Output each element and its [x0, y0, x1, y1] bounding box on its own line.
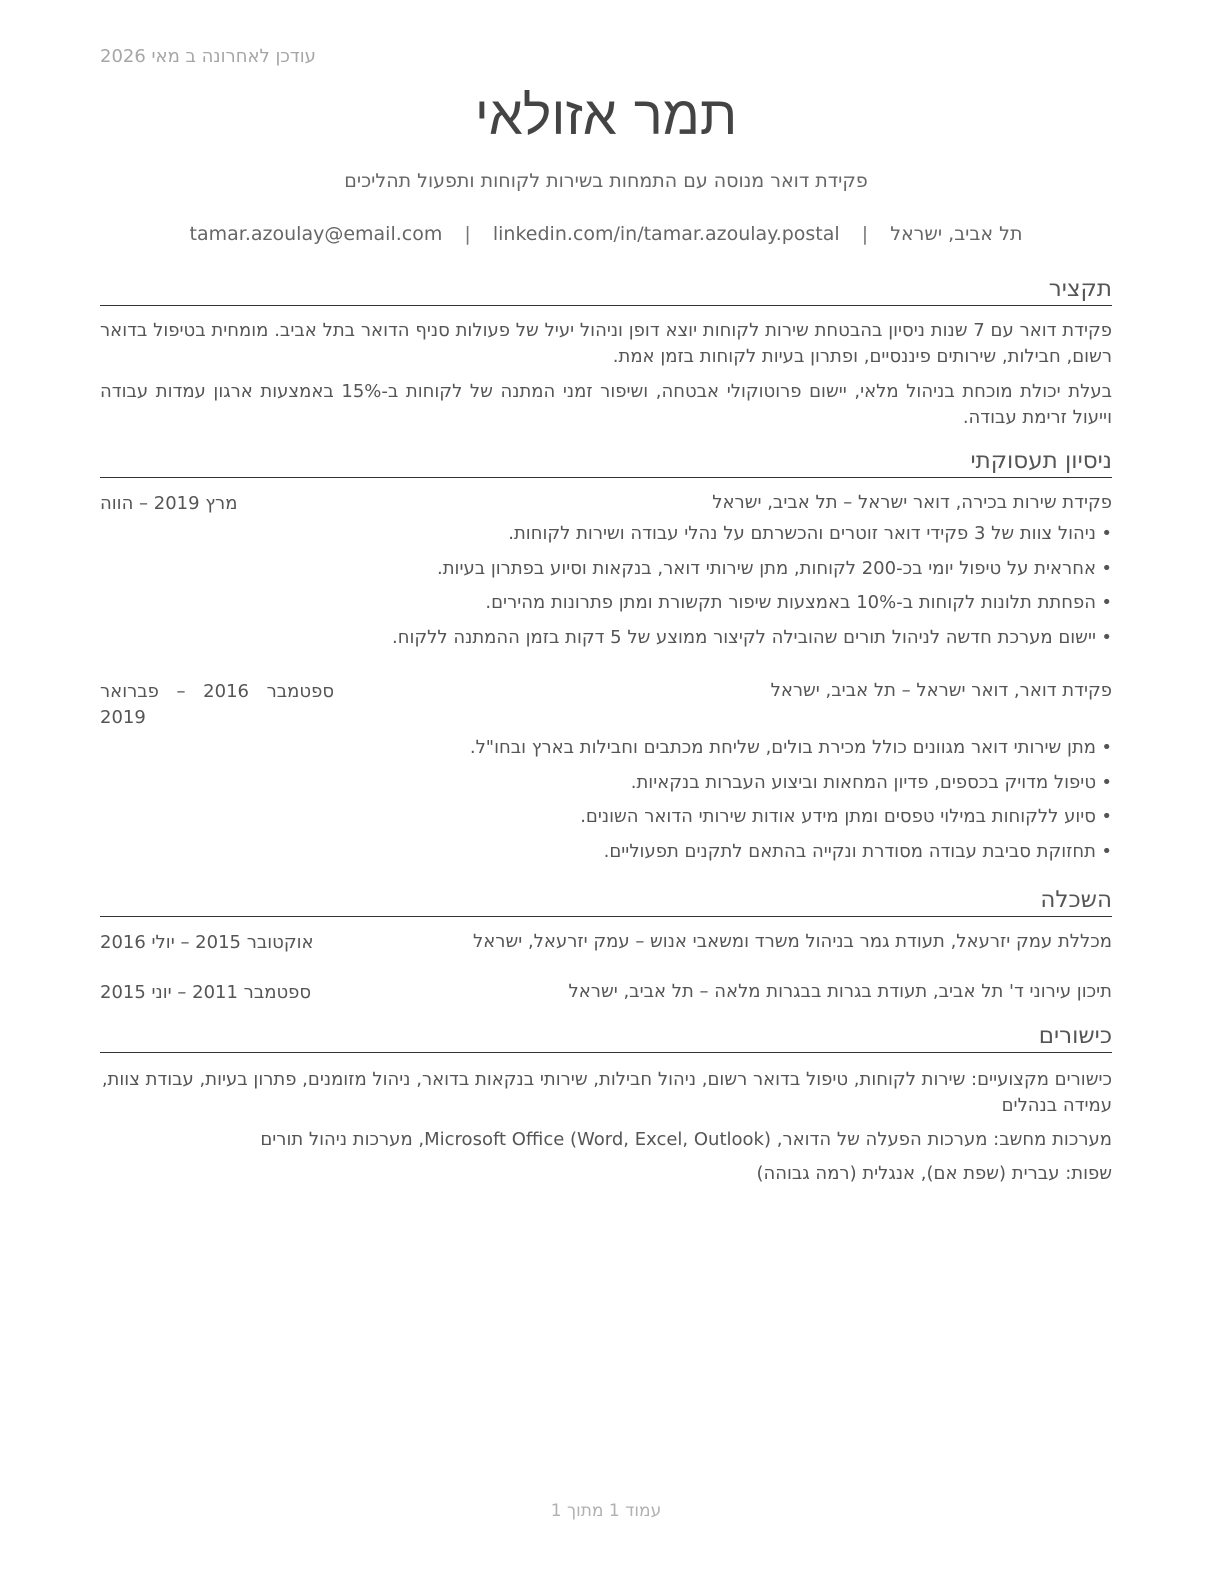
- skills-computer: מערכות מחשב: מערכות הפעלה של הדואר, Microsoft Office (Word, Excel, Outlook), מערכות ניהול תורים: [260, 1129, 1112, 1150]
- location: תל אביב, ישראל: [890, 223, 1023, 245]
- job-dates: ספטמבר 2016 – פברואר 2019: [100, 681, 334, 728]
- education-dates: ספטמבר 2011 – יוני 2015: [100, 982, 312, 1003]
- linkedin-link[interactable]: linkedin.com/in/tamar.azoulay.postal: [492, 223, 840, 245]
- section-title-summary: תקציר: [100, 275, 1112, 306]
- contact-line: [100, 223, 1112, 245]
- list-item: • תחזוקת סביבת עבודה מסודרת ונקייה בהתאם לתקנים תפעוליים.: [112, 835, 1112, 870]
- contact-separator: |: [861, 223, 869, 245]
- list-item: • טיפול מדויק בכספים, פדיון המחאות וביצוע העברות בנקאיות.: [112, 766, 1112, 801]
- list-item: • יישום מערכת חדשה לניהול תורים שהובילה לקיצור ממוצע של 5 דקות בזמן ההמתנה ללקוח.: [112, 621, 1112, 656]
- skills-professional: כישורים מקצועיים: שירות לקוחות, טיפול בדואר רשום, ניהול חבילות, שירותי בנקאות בדואר, ניהול מזומנים, פתרון בעיות, עבודת צוות, עמידה בנהלים: [101, 1069, 1112, 1116]
- page-number: עמוד 1 מתוך 1: [550, 1501, 662, 1521]
- section-title-education: השכלה: [100, 886, 1112, 917]
- resume-page: [100, 0, 1112, 1584]
- list-item: • מתן שירותי דואר מגוונים כולל מכירת בולים, שליחת מכתבים וחבילות בארץ ובחו"ל.: [112, 731, 1112, 766]
- list-item: • ניהול צוות של 3 פקידי דואר זוטרים והכשרתם על נהלי עבודה ושירות לקוחות.: [112, 517, 1112, 552]
- list-item: • הפחתת תלונות לקוחות ב-10% באמצעות שיפור תקשורת ומתן פתרונות מהירים.: [112, 586, 1112, 621]
- education-title: מכללת עמק יזרעאל, תעודת גמר בניהול משרד ומשאבי אנוש – עמק יזרעאל, ישראל: [473, 931, 1112, 952]
- email-link[interactable]: tamar.azoulay@email.com: [189, 223, 443, 245]
- education-dates: אוקטובר 2015 – יולי 2016: [100, 932, 314, 953]
- education-title: תיכון עירוני ד' תל אביב, תעודת בגרות בבגרות מלאה – תל אביב, ישראל: [568, 981, 1112, 1002]
- list-item: • אחראית על טיפול יומי בכ-200 לקוחות, מתן שירותי דואר, בנקאות וסיוע בפתרון בעיות.: [112, 552, 1112, 587]
- job-dates: מרץ 2019 – הווה: [100, 493, 238, 514]
- job-bullets: [112, 517, 1112, 656]
- summary-paragraph: פקידת דואר עם 7 שנות ניסיון בהבטחת שירות לקוחות יוצא דופן וניהול יעיל של פעולות סניף הדואר בתל אביב. מומחית בטיפול בדואר רשום, חבילות, שירותים פיננסיים, ופתרון בעיות לקוחות בזמן אמת.: [100, 320, 1112, 367]
- skills-languages: שפות: עברית (שפת אם), אנגלית (רמה גבוהה): [756, 1163, 1112, 1184]
- section-title-skills: כישורים: [100, 1022, 1112, 1053]
- contact-separator: |: [464, 223, 471, 245]
- candidate-tagline: פקידת דואר מנוסה עם התמחות בשירות לקוחות ותפעול תהליכים: [344, 170, 868, 192]
- candidate-name: תמר אזולאי: [474, 84, 738, 147]
- section-title-experience: ניסיון תעסוקתי: [100, 447, 1112, 478]
- last-updated-note: עודכן לאחרונה ב מאי 2026: [100, 46, 316, 67]
- job-title: פקידת דואר, דואר ישראל – תל אביב, ישראל: [770, 680, 1112, 701]
- summary-paragraph: בעלת יכולת מוכחת בניהול מלאי, יישום פרוטוקולי אבטחה, ושיפור זמני המתנה של לקוחות ב-15% באמצעות ארגון עמדות עבודה וייעול זרימת עבודה.: [100, 381, 1112, 428]
- list-item: • סיוע ללקוחות במילוי טפסים ומתן מידע אודות שירותי הדואר השונים.: [112, 800, 1112, 835]
- job-title: פקידת שירות בכירה, דואר ישראל – תל אביב, ישראל: [712, 492, 1112, 513]
- job-bullets: [112, 731, 1112, 870]
